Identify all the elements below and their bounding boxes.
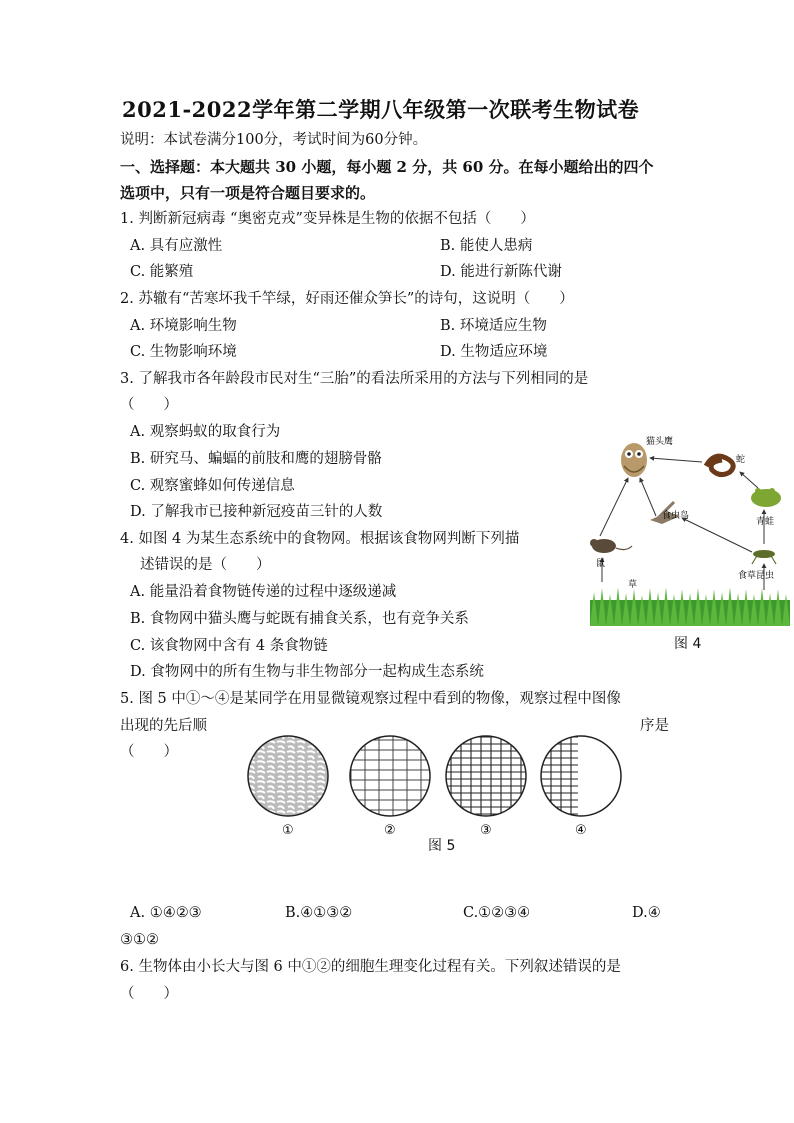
microscope-views-figure	[246, 730, 626, 840]
page-title: 2021-2022学年第二学期八年级第一次联考生物试卷	[122, 97, 640, 122]
q1-stem: 1. 判断新冠病毒 “奥密克戎”变异株是生物的依据不包括（ ）	[120, 211, 535, 227]
frog-image	[751, 488, 781, 507]
q1-option-c: C. 能繁殖	[130, 264, 194, 280]
label-frog: 青蛙	[756, 517, 775, 527]
q5-stem-cont-a: 出现的先后顺	[120, 718, 207, 734]
q4-option-b: B. 食物网中猫头鹰与蛇既有捕食关系，也有竞争关系	[130, 611, 469, 627]
label-grass: 草	[628, 580, 638, 590]
q5-option-b: B.④①③②	[285, 905, 353, 921]
q3-option-a: A. 观察蚂蚁的取食行为	[130, 424, 281, 440]
q4-option-c: C. 该食物网中含有 4 条食物链	[130, 638, 328, 654]
q2-stem: 2. 苏辙有“苦寒坏我千竿绿，好雨还催众笋长”的诗句，这说明（ ）	[120, 291, 574, 307]
view-4	[540, 730, 621, 820]
section-heading-line2: 选项中，只有一项是符合题目要求的。	[120, 184, 376, 202]
view-label-1: ①	[282, 823, 294, 838]
view-label-3: ③	[480, 823, 492, 838]
q5-stem-cont-b: 序是	[640, 718, 669, 734]
insect-image	[752, 550, 776, 564]
q5-option-d-cont: ③①②	[120, 932, 159, 948]
q2-option-c: C. 生物影响环境	[130, 344, 237, 360]
q3-option-c: C. 观察蜜蜂如何传递信息	[130, 478, 295, 494]
q1-option-a: A. 具有应激性	[130, 238, 223, 254]
view-2	[346, 730, 436, 820]
view-3	[442, 730, 532, 820]
view-label-2: ②	[384, 823, 396, 838]
q1-option-b: B. 能使人患病	[440, 238, 533, 254]
q1-option-d: D. 能进行新陈代谢	[440, 264, 562, 280]
mouse-image	[590, 539, 632, 553]
q3-stem-blank: （ ）	[120, 397, 178, 413]
q3-option-b: B. 研究马、蝙蝠的前肢和鹰的翅膀骨骼	[130, 451, 382, 467]
section-heading-line1: 一、选择题：本大题共 30 小题，每小题 2 分，共 60 分。在每小题给出的四个	[120, 158, 654, 176]
q6-stem: 6. 生物体由小长大与图 6 中①②的细胞生理变化过程有关。下列叙述错误的是	[120, 959, 621, 975]
q5-stem: 5. 图 5 中①～④是某同学在用显微镜观察过程中看到的物像，观察过程中图像	[120, 691, 621, 707]
q3-stem: 3. 了解我市各年龄段市民对生“三胎”的看法所采用的方法与下列相同的是	[120, 371, 589, 387]
view-1	[246, 730, 336, 820]
q5-option-c: C.①②③④	[463, 905, 531, 921]
q4-stem-cont: 述错误的是（ ）	[140, 557, 271, 573]
grass-image	[590, 587, 790, 626]
q2-option-b: B. 环境适应生物	[440, 318, 547, 334]
q3-option-d: D. 了解我市已接种新冠疫苗三针的人数	[130, 504, 383, 520]
q4-option-d: D. 食物网中的所有生物与非生物部分一起构成生态系统	[130, 664, 484, 680]
label-insect: 食草昆虫	[738, 571, 775, 581]
snake-image	[706, 456, 733, 474]
q4-stem: 4. 如图 4 为某生态系统中的食物网。根据该食物网判断下列描	[120, 531, 520, 547]
q5-stem-blank: （ ）	[120, 744, 178, 760]
label-mouse: 鼠	[596, 559, 606, 569]
q5-option-d: D.④	[632, 905, 661, 921]
view-label-4: ④	[575, 823, 587, 838]
food-web-figure	[588, 432, 792, 630]
q4-option-a: A. 能量沿着食物链传递的过程中逐级递减	[130, 584, 397, 600]
instructions: 说明：本试卷满分100分，考试时间为60分钟。	[120, 132, 428, 148]
owl-image	[621, 443, 647, 477]
label-snake: 蛇	[736, 455, 746, 465]
q5-option-a: A. ①④②③	[130, 905, 202, 921]
label-owl: 猫头鹰	[646, 437, 674, 447]
figure4-caption: 图 4	[674, 636, 702, 652]
q6-stem-blank: （ ）	[120, 986, 178, 1002]
q2-option-a: A. 环境影响生物	[130, 318, 237, 334]
figure5-caption: 图 5	[428, 838, 456, 854]
q2-option-d: D. 生物适应环境	[440, 344, 548, 360]
label-bird: 食虫鸟	[662, 511, 690, 521]
